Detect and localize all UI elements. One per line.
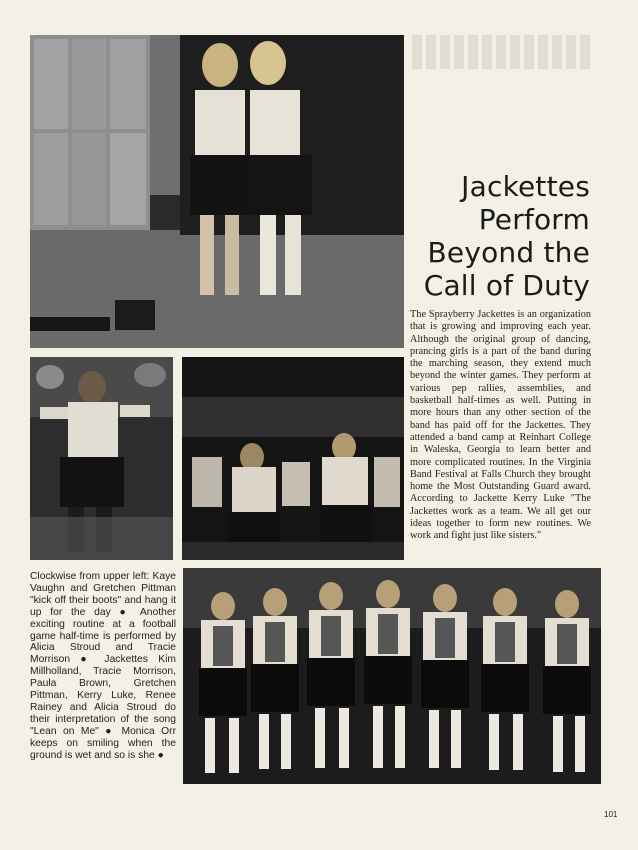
photo-jackettes-halftime	[182, 357, 404, 560]
photo-jackette-field	[30, 357, 173, 560]
article-body: The Sprayberry Jackettes is an organization that is growing and improving each year. Although the original group of dancing, prancing girls is a part of the band during the marching season, they extend much beyond the winter games. They perform at various pep rallies, assemblies, and basketball half-times as well. Putting in more hours than any other section of the band has paid off for the Jackettes. They attended a band camp at Reinhart College in Waleska, Georgia to learn better and more complicated routines. In the Virginia Band Festival at Falls Church they brought home the Most Outstanding Guard award. According to Jackette Kerry Luke "The Jackettes work as a team. We all get our ideas together to form new routines. We work and fight just like sisters."	[410, 309, 591, 542]
show-through-text	[412, 35, 592, 69]
title-line-4: Call of Duty	[423, 269, 590, 302]
photo-jackettes-group	[183, 568, 601, 784]
title-line-2: Perform	[478, 203, 590, 236]
page-number: 101	[604, 810, 618, 819]
photo-caption: Clockwise from upper left: Kaye Vaughn and Gretchen Pittman "kick off their boots" and hang it up for the day ● Another exciting routine at a football game half-time is performed by Alicia Stroud and Tracie Morrison ● Jackettes Kim Millholland, Tracie Morrison, Paula Brown, Gretchen Pittman, Kerry Luke, Renee Rainey and Alicia Stroud do their interpretation of the song "Lean on Me" ● Monica Orr keeps on smiling when the ground is wet and so is she ●	[30, 571, 176, 761]
title-line-3: Beyond the	[427, 236, 590, 269]
article-title	[412, 170, 590, 302]
photo-jackettes-lockers	[30, 35, 404, 348]
title-line-1: Jackettes	[461, 170, 590, 203]
